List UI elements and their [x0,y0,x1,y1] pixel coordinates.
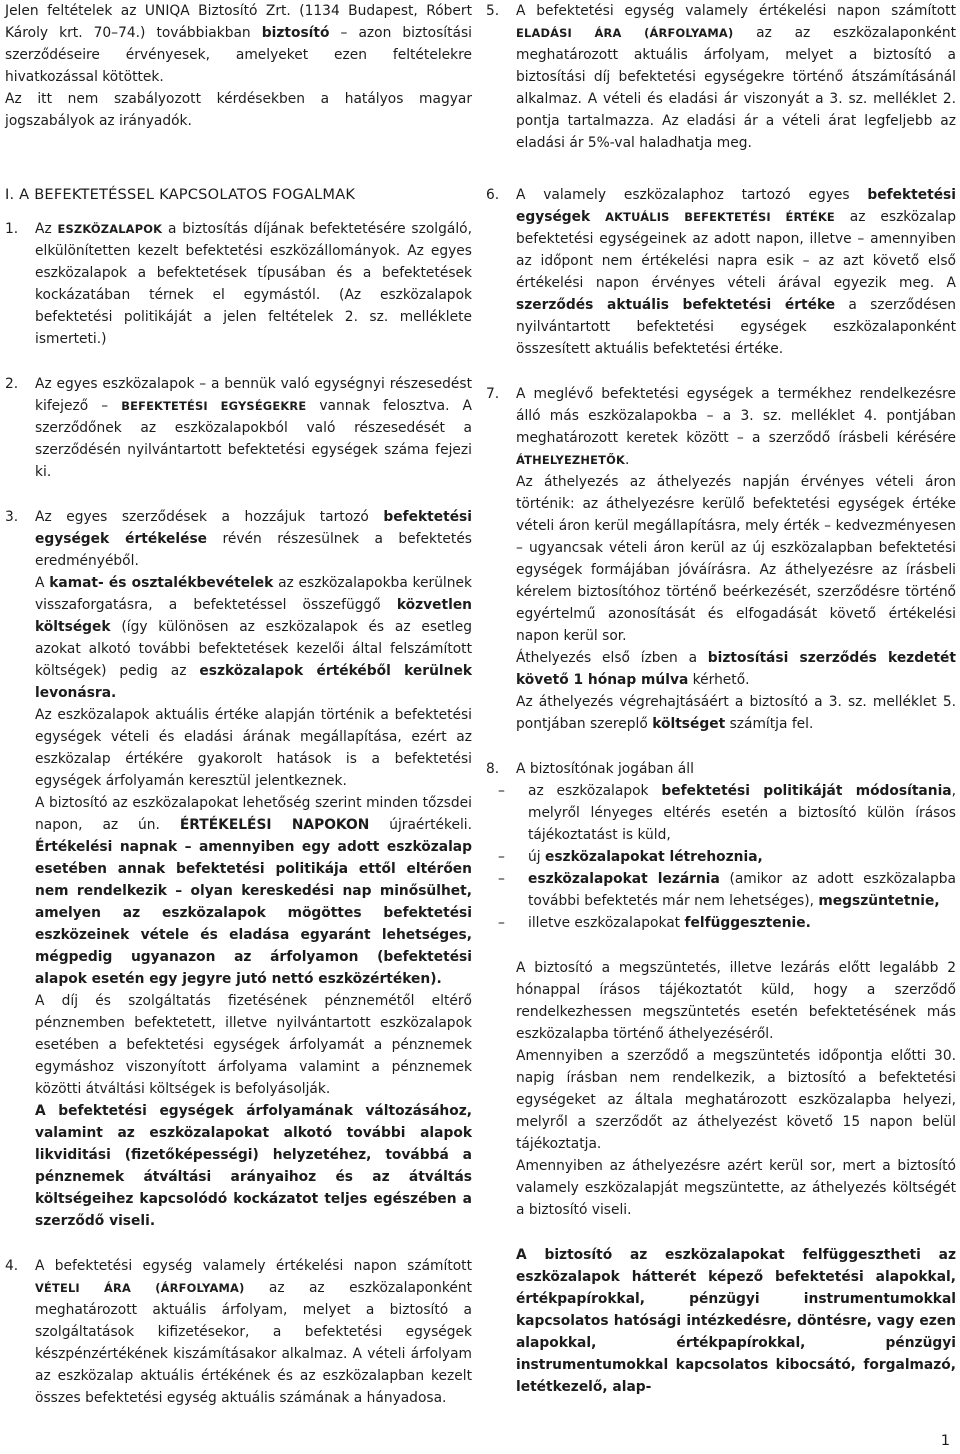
item-paragraph [516,1244,956,1398]
item-text: újraértékeli. [369,817,472,833]
item-number: 2. [5,376,19,392]
item-text: illetve eszközalapokat [528,915,685,931]
defined-term: ÉRTÉKELÉSI NAPOKON [179,817,370,833]
intro-paragraph: Az itt nem szabályozott kérdésekben a hatályos magyar jogszabályok az irányadók. [5,91,472,129]
dash-marker: – [498,871,505,887]
item-bold: eszközalapokat lezárnia [528,871,720,887]
item-text: révén részesülnek a befektetés eredményéből. [35,531,472,569]
dash-list-item [498,846,956,868]
item-text: az eszközalap befektetési egységeinek az adott napon, illetve – amennyiben az időpont nem értékelési napra esik – az azt követő első értékelési napon érvényes vételi árával egyezik meg. A [516,209,956,291]
right-column [486,0,956,1398]
item-text: , melyről lényeges eltérés esetén a biztosító külön írásos tájékoztatást is küld, [528,783,956,843]
defined-term: ELADÁSI ÁRA (ÁRFOLYAMA) [516,26,734,40]
item-number: 7. [486,386,500,402]
item-text: az az eszközalaponként meghatározott aktuális árfolyam, melyet a biztosító a szolgáltatások kifizetésekor, a befektetési egységek készpénzértékének kiszámításakor alkalmaz. A vételi árfolyam az eszközalap aktuális értékének és az eszközalapban kezelt összes befektetési egység aktuális számának a hányadosa. [35,1280,472,1406]
item-bold: befektetési egységek értékelése [35,509,472,547]
item-text: az az eszközalaponként meghatározott aktuális árfolyam, melyet a biztosító a biztosítási díj befektetési egységekre történő átszámításánál alkalmaz. A vételi és eladási ár viszonyát a 3. sz. melléklet 2. pontja tartalmazza. Az eladási ár a vételi árat legfeljebb az eladási ár 5%-val haladhatja meg. [516,25,956,151]
item-paragraph [516,0,956,154]
defined-term: BEFEKTETÉSI EGYSÉGEKRE [121,399,307,413]
item-paragraph [35,506,472,572]
definition-item-8 [486,758,956,1398]
item-paragraph: A biztosítónak jogában áll [516,761,694,777]
page-number: 1 [940,1431,950,1449]
item-bold: eszközalapok értékéből kerülnek levonásra. [35,663,472,701]
item-number: 3. [5,509,19,525]
item-text: a szerződésen nyilvántartott befektetési egységek eszközalaponként összesített aktuális befektetési értéke. [516,297,957,357]
definition-item-4 [5,1255,472,1409]
item-text: (így különösen az eszközalapok és az esetleg azokat alkotó további befektetések kezelői által felszámított költségek) pedig az [35,619,472,679]
item-number: 6. [486,187,500,203]
dash-list-item [498,868,956,912]
item-text: A befektetési egység valamely értékelési napon számított [516,3,956,19]
item-text: Az egyes szerződések a hozzájuk tartozó [35,509,384,525]
item-bold: közvetlen költségek [35,597,472,635]
item-text: A [35,575,50,591]
item-text: Az [35,221,58,237]
item-paragraph [516,383,956,471]
defined-term: ESZKÖZALAPOK [57,222,163,236]
item-text: az eszközalapok [528,783,662,799]
item-text: A meglévő befektetési egységek a termékhez rendelkezésre álló más eszközalapokba – a 3. sz. melléklet 4. pontjában meghatározott keretek között – a szerződő írásbeli kérésére [516,386,956,446]
item-paragraph [516,691,956,735]
item-bold: Értékelési napnak – amennyiben egy adott eszközalap esetében annak befektetési politikája ettől eltérően nem rendelkezik – olyan kereskedési nap minősülhet, amelyen az eszközalapok mögöttes befektetési eszközeinek vétele és eladása egyaránt lehetséges, mégpedig ugyanazon az árfolyamon (befektetési alapok esetén egy jegyre jutó nettó eszközértéken). [35,839,472,987]
item-paragraph: A díj és szolgáltatás fizetésének pénznemétől eltérő pénznemben befektetett, illetve nyilvántartott eszközalapok esetében a befektetési egységek árfolyamát a pénznemek egymáshoz viszonyított árfolyama valamint a pénznemek közötti átváltási költségek is befolyásolják. [35,993,472,1097]
item-paragraph: Az eszközalapok aktuális értéke alapján történik a befektetési egységek vételi és eladási árának megállapítása, ezért az eszközalap értékére gyakorolt hatások is a befektetési egységek árfolyamán keresztül jelentkeznek. [35,707,472,789]
item-text: (amikor az adott eszközalapba további befektetés már nem lehetséges), [528,871,956,909]
item-bold: felfüggesztenie. [684,915,811,931]
section-heading: I. A BEFEKTETÉSSEL KAPCSOLATOS FOGALMAK [5,186,356,203]
item-bold: költséget [652,716,726,732]
item-text: Az áthelyezés végrehajtásáért a biztosító a 3. sz. melléklet 5. pontjában szereplő [516,694,956,732]
dash-list-item [498,780,956,846]
item-paragraph [35,1100,472,1232]
item-number: 5. [486,3,500,19]
dash-marker: – [498,915,505,931]
item-bold: befektetési politikáját módosítania [661,783,952,799]
item-bold: megszüntetnie, [818,893,940,909]
item-number: 4. [5,1258,19,1274]
item-text: A valamely eszközalaphoz tartozó egyes [516,187,868,203]
item-text: Az egyes eszközalapok – a bennük való egységnyi részesedést kifejező – [35,376,472,414]
item-paragraph [35,572,472,704]
item-paragraph [35,792,472,990]
item-paragraph [516,184,956,360]
definition-item-2 [5,373,472,483]
item-paragraph: Amennyiben az áthelyezésre azért kerül sor, mert a biztosító valamely eszközalapját megszüntette, az áthelyezés költségét a biztosító viseli. [516,1158,956,1218]
item-bold: A befektetési egységek árfolyamának változásához, valamint az eszközalapokat alkotó további alapok likviditási (fizetőképességi) helyzetéhez, továbbá a pénznemek átváltási arányaihoz és az átváltás költségeihez kapcsolódó kockázatot teljes egészében a szerződő viseli. [35,1103,472,1229]
item-text: új [528,849,545,865]
item-paragraph: A biztosító a megszüntetés, illetve lezárás előtt legalább 2 hónappal írásos tájékoztatót küld, hogy a szerződő rendelkezhessen megszüntetés esetén befektetésének más eszközalapba történő áthelyezéséről. [516,960,956,1042]
item-bold: A biztosító az eszközalapokat felfüggesztheti az eszközalapok hátterét képező befektetési alapokkal, értékpapírokkal, pénzügyi instrumentumokkal kapcsolatos hatósági intézkedésre, döntésre, vagy ezen alapokkal, értékpapírokkal, pénzügyi instrumentumokkal kapcsolatos kibocsátó, forgalmazó, letétkezelő, alap- [516,1247,956,1395]
item-number: 8. [486,761,500,777]
dash-list-item [498,912,956,934]
item-text: a biztosítás díjának befektetésére szolgáló, elkülönítetten kezelt befektetési eszközállományok. Az egyes eszközalapok a befektetések típusában és a befektetések kockázatában térnek el egymástól. (Az eszközalapok befektetési politikáját a jelen feltételek 2. sz. melléklete ismerteti.) [35,221,472,347]
item-text [590,209,605,225]
item-bold: befektetési egységek [516,187,956,225]
definition-item-3 [5,506,472,1232]
item-bold: eszközalapokat létrehoznia, [544,849,763,865]
defined-term: AKTUÁLIS BEFEKTETÉSI ÉRTÉKE [605,210,835,224]
item-paragraph [516,647,956,691]
item-text: Áthelyezés első ízben a [516,650,708,666]
item-bold: szerződés aktuális befektetési értéke [516,297,836,313]
item-paragraph: Amennyiben a szerződő a megszüntetés időpontja előtti 30. napig írásban nem rendelkezik, a biztosító a befektetési egységeket az általa meghatározott eszközalapba helyezi, melyről a szerződőt az áthelyezést követő 15 napon belül tájékoztatja. [516,1048,956,1152]
item-paragraph [35,218,472,350]
definition-item-1 [5,218,472,350]
item-text: az eszközalapokba kerülnek visszaforgatásra, a befektetéssel összefüggő [35,575,472,613]
intro-text: Jelen feltételek az UNIQA Biztosító Zrt. (1134 Budapest, Róbert Károly krt. 70–74.) továbbiakban [5,3,472,41]
item-text: A biztosító az eszközalapokat lehetőség szerint minden tőzsdei napon, az ún. [35,795,472,833]
defined-term: ÁTHELYEZHETŐK [516,453,625,467]
item-text: kérhető. [688,672,750,688]
item-bold: kamat- és osztalékbevételek [49,575,274,591]
defined-term: VÉTELI ÁRA (ÁRFOLYAMA) [35,1281,245,1295]
dash-marker: – [498,783,505,799]
item-number: 1. [5,221,19,237]
item-text: vannak felosztva. A szerződőnek az eszközalapokból való részesedését a szerződésén nyilvántartott befektetési egységek száma fejezi ki. [35,398,472,480]
definition-item-7 [486,383,956,735]
item-bold: biztosítási szerződés kezdetét követő 1 hónap múlva [516,650,956,688]
item-paragraph: Az áthelyezés az áthelyezés napján érvényes vételi áron történik: az áthelyezésre kerülő befektetési egységek értéke vételi áron kerül megállapításra, mely érték – kedvezményesen – ugyancsak vételi áron kerül az új eszközalapban befektetési egységek formájában jóváírásra. Az áthelyezésre az írásbeli kérelem biztosítóhoz történő beérkezését, szerződésre történő egyértelmű azonosítását és elfogadását követő értékelési napon kerül sor. [516,474,956,644]
intro-text: – azon biztosítási szerződéseire érvényesek, amelyeket ezen feltételekre hivatkozással kötöttek. [5,25,472,85]
dash-marker: – [498,849,505,865]
item-text: számítja fel. [725,716,814,732]
intro-paragraph [5,0,472,88]
item-paragraph [35,1255,472,1409]
definition-item-5 [486,0,956,154]
item-text: A befektetési egység valamely értékelési napon számított [35,1258,472,1274]
intro-bold: biztosító [261,25,330,41]
item-text: . [624,452,630,468]
definition-item-6 [486,184,956,360]
left-column [5,0,472,1409]
item-paragraph [35,373,472,483]
